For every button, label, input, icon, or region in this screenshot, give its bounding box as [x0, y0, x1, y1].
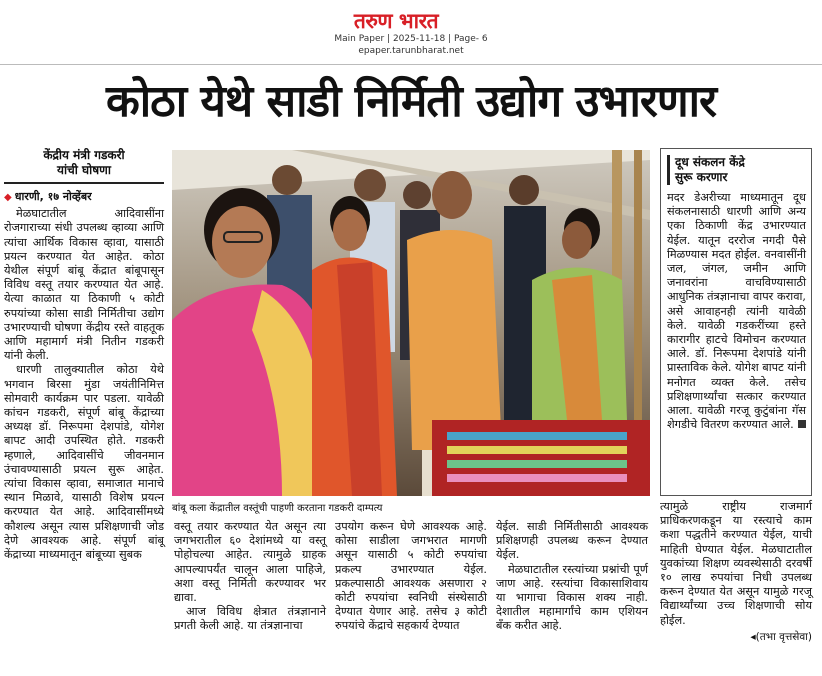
dateline: [4, 190, 164, 205]
paragraph: येईल. साडी निर्मितीसाठी आवश्यक प्रशिक्षणही उपलब्ध करून देण्यात येईल.: [496, 520, 648, 562]
photo-illustration: [172, 150, 650, 496]
divider: [0, 64, 822, 65]
arrow-icon: ◂: [750, 630, 756, 643]
box-title-line: सुरू करणार: [675, 170, 728, 184]
paragraph: धारणी तालुक्यातील कोठा येथे भगवान बिरसा मुंडा जयंतीनिमित्त सोमवारी कार्यक्रम पार पडला. यावेळी कांचन गडकरी, संपूर्ण बांबू केंद्राच्या अध्यक्ष डॉ. निरूपमा देशपांडे, योगेश बापट आदी उपस्थित होते. गडकरी म्हणाले, आदिवासींचे जीवनमान उंचावण्यासाठी प्रयत्न सुरू आहेत. त्यांचा विकास व्हावा, समाजात मानाचे स्थान मिळावे, यासाठी विशेष प्रयत्न करण्यात येत आहे. आदिवासींमध्ये कौशल्य असून त्यास प्रशिक्षणाची जोड देणे आवश्यक आहे. संपूर्ण बांबू केंद्राच्या माध्यमातून बांबूच्या सुबक: [4, 363, 164, 562]
end-mark-icon: [798, 420, 806, 428]
bullet-icon: ◆: [4, 192, 12, 203]
paragraph: आज विविध क्षेत्रात तंत्रज्ञानाने प्रगती केली आहे. या तंत्रज्ञानाचा: [174, 605, 326, 633]
paragraph: उपयोग करून घेणे आवश्यक आहे. कोसा साडीला जगभरात मागणी असून यासाठी ५ कोटी रुपयांचा प्रकल्प उभारण्यात येईल. प्रकल्पासाठी आवश्यक असणारा २ कोटी रुपयांचा स्वनिधी संस्थेसाठी देण्यात येणार आहे. तसेच ३ कोटी रुपयांचे केंद्राचे सहकार्य देण्यात: [335, 520, 487, 633]
box-text: मदर डेअरीच्या माध्यमातून दूध संकलनासाठी धारणी आणि अन्य एका ठिकाणी केंद्र उभारण्यात येईल. यातून दररोज नगदी पैसे मिळण्यास मदत होईल. वनवासींनी जल, जंगल, जमीन आणि जनावरांना वाचविण्यासाठी आधुनिक तंत्रज्ञानाचा वापर करावा, असे आवाहनही त्यांनी यावेळी केले. यावेळी गडकरींच्या हस्ते कारागीर हाटचे विमोचन करण्यात आले. डॉ. निरूपमा देशपांडे यांनी प्रास्ताविक केले. योगेश बापट यांनी मनोगत व्यक्त केले. तसेच प्रशिक्षणार्थ्यांचा सत्कार करण्यात आला. यावेळी गरजू कुटुंबांना गॅस शेगडीचे वितरण करण्यात आले.: [667, 191, 806, 432]
credit-text: (तभा वृत्तसेवा): [755, 630, 812, 643]
bottom-column: [496, 520, 648, 634]
article-photo: [172, 150, 650, 496]
photo-caption: बांबू कला केंद्रातील वस्तूंची पाहणी करताना गडकरी दाम्पत्य: [172, 503, 383, 514]
epaper-site[interactable]: epaper.tarunbharat.net: [358, 46, 464, 56]
bottom-column: [174, 520, 326, 634]
masthead: [0, 0, 822, 60]
paragraph: वस्तू तयार करण्यात येत असून त्या जगभरातील ६० देशांमध्ये या वस्तू पोहोचल्या आहेत. त्यामुळे ग्राहक आपल्यापर्यंत चालून आला पाहिजे, अशा वस्तू निर्मिती करण्यावर भर द्यावा.: [174, 520, 326, 605]
sidebar-box: [660, 148, 812, 496]
box-title-line: दूध संकलन केंद्रे: [675, 155, 745, 169]
edition-meta: Main Paper | 2025-11-18 | Page- 6: [334, 34, 488, 44]
subhead-line: केंद्रीय मंत्री गडकरी: [43, 148, 125, 162]
bottom-column: [335, 520, 487, 634]
dateline-text: धारणी, १७ नोव्हेंबर: [14, 190, 92, 203]
paragraph: मेळघाटातील रस्त्यांच्या प्रश्नांची पूर्ण जाण आहे. रस्त्यांचा विकासाशिवाय या भागाचा विकास शक्य नाही. देशातील महामार्गांचे काम एशियन बँक करीत आहे.: [496, 562, 648, 633]
newspaper-logo[interactable]: तरुण भारत: [353, 9, 439, 33]
paragraph: त्यामुळे राष्ट्रीय राजमार्ग प्राधिकरणकडून या रस्त्याचे काम कशा पद्धतीने करण्यात येईल, याची माहिती घेण्यात येईल. मेळघाटातील युवकांच्या शिक्षण व्यवस्थेसाठी दरवर्षी १० लाख रुपयांचा निधी उपलब्ध करून देण्यात येत असून यामुळे गरजू विद्यार्थ्यांच्या उच्च शिक्षणाची सोय होईल.: [660, 500, 812, 627]
box-body: [667, 191, 806, 432]
news-credit: [660, 630, 812, 644]
box-title: [667, 155, 805, 185]
paragraph: मेळघाटातील आदिवासींना रोजगाराच्या संधी उपलब्ध व्हाव्या आणि त्यांचा आर्थिक विकास व्हावा, यासाठी प्रयत्न करण्यात येत आहेत. कोठा येथील संपूर्ण बांबू केंद्रात बांबूपासून विविध वस्तू तयार करण्यात येत आहे. येत्या काळात या ठिकाणी ५ कोटी रुपयांच्या कोसा साडी निर्मितीचा उद्योग उभारण्याची घोषणा केंद्रीय रस्ते वाहतूक आणि महामार्ग मंत्री नितीन गडकरी यांनी केली.: [4, 207, 164, 363]
left-column: [4, 148, 164, 562]
right-column: [660, 500, 812, 644]
subhead-line: यांची घोषणा: [57, 163, 111, 177]
article-subhead: [4, 148, 164, 184]
article-headline: कोठा येथे साडी निर्मिती उद्योग उभारणार: [105, 76, 717, 127]
